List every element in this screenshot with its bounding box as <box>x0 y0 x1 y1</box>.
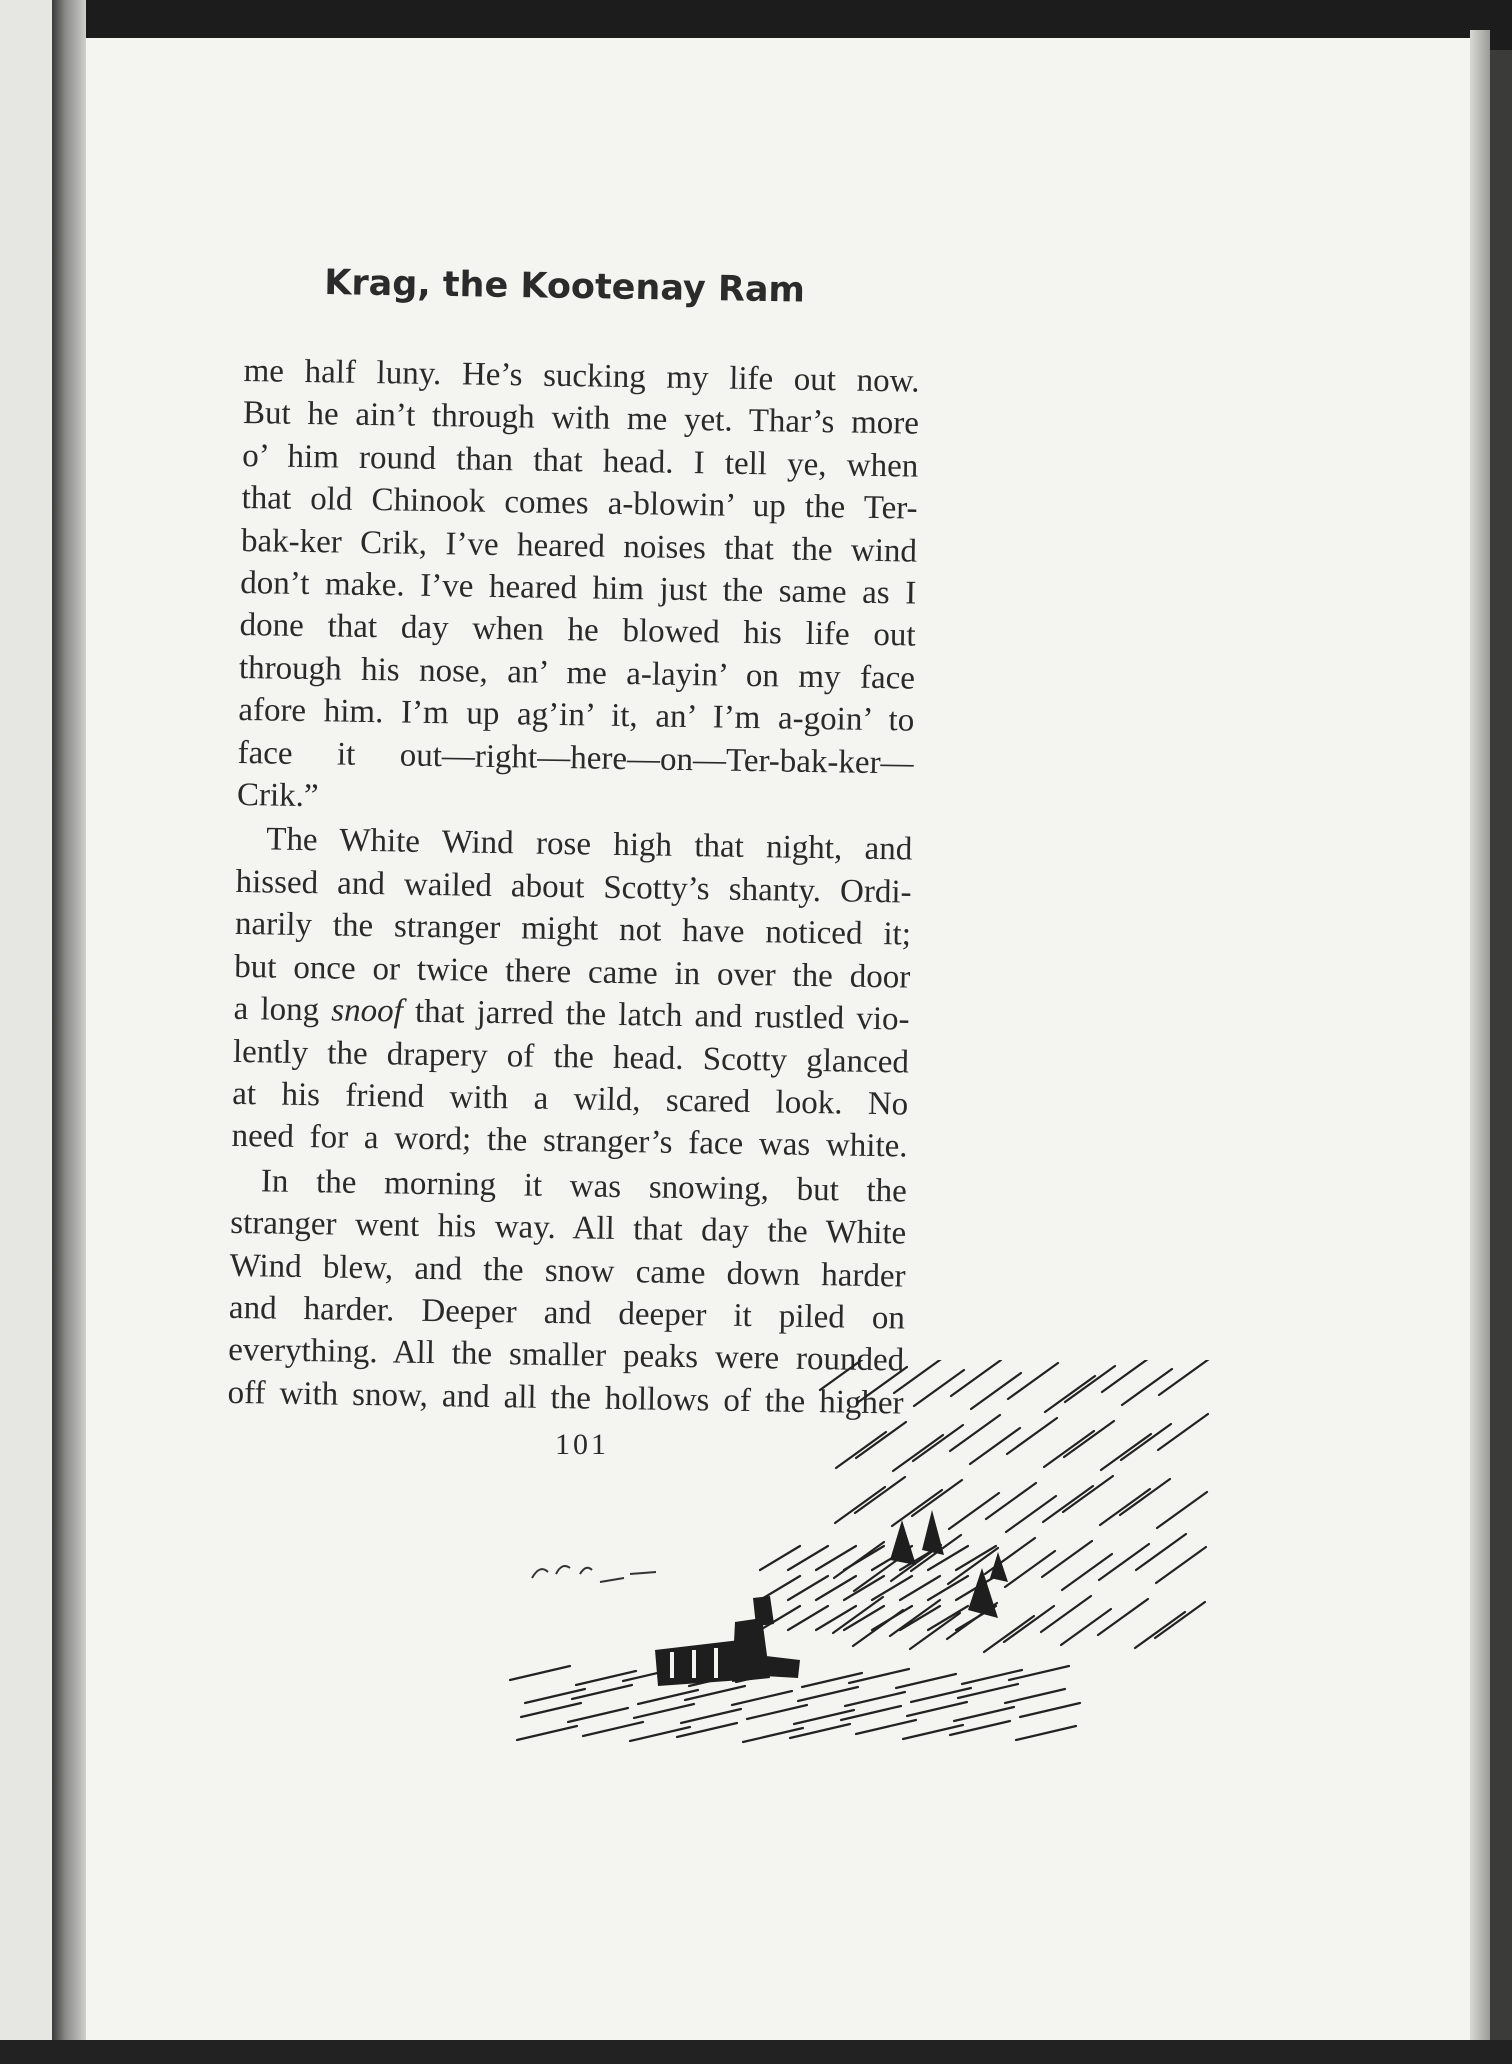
hatch-stroke <box>849 1669 909 1683</box>
hatch-stroke <box>890 1600 940 1636</box>
hatch-stroke <box>1101 1434 1151 1470</box>
hatch-stroke <box>525 1689 585 1703</box>
hatch-stroke <box>836 1432 886 1468</box>
hatch-stroke <box>1041 1596 1091 1632</box>
hatch-stroke <box>913 1425 963 1461</box>
hatch-stroke <box>1063 1476 1113 1512</box>
hatch-stroke <box>855 1477 905 1513</box>
hatch-stroke <box>1005 1689 1065 1703</box>
hatch-stroke <box>681 1709 741 1723</box>
text-line: need for a word; the stranger’s face was white. <box>231 1118 908 1165</box>
shanty-drawing <box>655 1596 800 1686</box>
hatch-stroke <box>911 1688 971 1702</box>
hatch-stroke <box>857 1367 907 1403</box>
hatch-stroke <box>572 1685 632 1699</box>
hatch-stroke <box>1008 1363 1058 1399</box>
shanty-snowstorm-illustration <box>470 1360 1250 1770</box>
text-line: afore him. I’m up ag’in’ it, an’ I’m a-goin’ to <box>238 692 915 739</box>
hatch-stroke <box>1100 1489 1150 1525</box>
text-line: bak-ker Crik, I’ve heared noises that the wind <box>240 522 918 570</box>
hatch-stroke <box>984 1616 1034 1652</box>
hatch-stroke <box>790 1724 850 1738</box>
hatch-stroke <box>634 1704 694 1718</box>
text-line: lently the drapery of the head. Scotty glanced <box>232 1033 910 1081</box>
text-line: but once or twice there came in over the door <box>234 948 911 996</box>
hatch-stroke <box>856 1720 916 1734</box>
text-line: In the morning it was snowing, but the <box>260 1163 908 1210</box>
text-line: don’t make. I’ve heared him just the same as I <box>240 565 917 612</box>
page-edge <box>1470 30 1490 2040</box>
hatch-stroke <box>912 1480 962 1516</box>
text-line: Wind blew, and the snow came down harder <box>229 1247 906 1295</box>
hatch-stroke <box>903 1725 963 1739</box>
hatch-stroke <box>896 1674 956 1688</box>
hatch-stroke <box>1006 1496 1056 1532</box>
hatch-stroke <box>907 1702 967 1716</box>
text-line: through his nose, an’ me a-layin’ on my face <box>238 649 916 697</box>
text-line: off with snow, and all the hollows of the higher <box>227 1374 904 1422</box>
hatch-stroke <box>1159 1360 1209 1395</box>
hatch-stroke <box>971 1373 1021 1409</box>
hatch-stroke <box>568 1708 628 1722</box>
hatch-stroke <box>1004 1606 1054 1642</box>
hatch-stroke <box>950 1721 1010 1735</box>
hatch-stroke <box>835 1487 885 1523</box>
page-number: 101 <box>555 1428 609 1461</box>
text-line: me half luny. He’s sucking my life out now. <box>243 352 920 400</box>
text-line: stranger went his way. All that day the White <box>230 1205 907 1252</box>
text-line: But he ain’t through with me yet. Thar’s more <box>242 395 920 443</box>
running-head: Krag, the Kootenay Ram <box>324 263 806 311</box>
hatch-stroke <box>1065 1366 1115 1402</box>
hatch-stroke <box>970 1428 1020 1464</box>
hatch-stroke <box>521 1703 581 1717</box>
text-line: done that day when he blowed his life out <box>239 607 916 655</box>
hatch-stroke <box>1120 1479 1170 1515</box>
book-gutter <box>52 0 86 2040</box>
hatch-stroke <box>1016 1726 1076 1740</box>
italic-word: snoof <box>331 992 404 1030</box>
hatch-stroke <box>894 1360 944 1393</box>
hatch-stroke <box>1098 1599 1148 1635</box>
facing-page-edge <box>0 0 52 2040</box>
hatch-stroke <box>747 1705 807 1719</box>
hatch-stroke <box>1005 1551 1055 1587</box>
hatch-stroke <box>1061 1609 1111 1645</box>
hatch-stroke <box>950 1415 1000 1451</box>
text-line: Crik.” <box>236 777 319 815</box>
hatch-stroke <box>1099 1544 1149 1580</box>
text-line: everything. All the smaller peaks were rounded <box>228 1332 905 1379</box>
text-line: The White Wind rose high that night, and <box>266 821 913 869</box>
hatch-stroke <box>856 1422 906 1458</box>
hatch-stroke <box>1122 1369 1172 1405</box>
text-line: face it out—right—here—on—Ter-bak-ker— <box>237 734 914 782</box>
hatch-stroke <box>985 1538 1035 1574</box>
hatch-stroke <box>1042 1541 1092 1577</box>
hatch-stroke <box>583 1722 643 1736</box>
hatch-stroke <box>1155 1602 1205 1638</box>
text-line: that old Chinook comes a-blowin’ up the Ter- <box>241 480 918 527</box>
hatch-stroke <box>958 1684 1018 1698</box>
hatch-stroke <box>1007 1418 1057 1454</box>
hatch-stroke <box>951 1360 1001 1396</box>
body-text <box>227 350 920 1425</box>
hatch-stroke <box>794 1710 854 1724</box>
hatch-stroke <box>576 1671 636 1685</box>
hatch-stroke <box>798 1687 858 1701</box>
hatch-stroke <box>914 1370 964 1406</box>
hatch-stroke <box>1020 1703 1080 1717</box>
hatch-stroke <box>845 1692 905 1706</box>
hatch-stroke <box>638 1690 698 1704</box>
wind-swirls <box>532 1566 656 1582</box>
hatch-stroke <box>962 1670 1022 1684</box>
text-line-with-italic: a long snoof that jarred the latch and rustled vio- <box>233 991 910 1038</box>
text-line: o’ him round than that head. I tell ye, when <box>242 437 919 485</box>
hatch-stroke <box>1121 1424 1171 1460</box>
hatch-stroke <box>630 1727 690 1741</box>
hatch-stroke <box>1045 1376 1095 1412</box>
hatch-stroke <box>1135 1612 1185 1648</box>
hatch-stroke <box>1043 1486 1093 1522</box>
hatch-stroke <box>1009 1666 1069 1680</box>
book-cover-edge <box>1490 50 1512 2064</box>
hatch-stroke <box>743 1728 803 1742</box>
hatch-stroke <box>820 1360 870 1390</box>
hatch-stroke <box>1158 1414 1208 1450</box>
hatch-stroke <box>1062 1554 1112 1590</box>
wind-hatching <box>510 1360 1209 1742</box>
hatch-stroke <box>677 1723 737 1737</box>
hatch-stroke <box>1156 1547 1206 1583</box>
hatch-stroke <box>517 1726 577 1740</box>
text-line: hissed and wailed about Scotty’s shanty. Ordi- <box>235 863 912 911</box>
hatch-stroke <box>802 1673 862 1687</box>
text-line: narily the stranger might not have noticed it; <box>234 906 912 953</box>
hatch-stroke <box>1044 1431 1094 1467</box>
hatch-stroke <box>949 1493 999 1529</box>
scan-border <box>0 2040 1512 2064</box>
hatch-stroke <box>1102 1360 1152 1392</box>
hatch-stroke <box>1064 1421 1114 1457</box>
hatch-stroke <box>986 1483 1036 1519</box>
hatch-stroke <box>1157 1492 1207 1528</box>
hatch-stroke <box>685 1686 745 1700</box>
hatch-stroke <box>893 1435 943 1471</box>
hatch-stroke <box>510 1666 570 1680</box>
text-line: and harder. Deeper and deeper it piled on <box>228 1289 906 1337</box>
hatch-stroke <box>732 1691 792 1705</box>
hatch-stroke <box>954 1707 1014 1721</box>
text-line: at his friend with a wild, scared look. No <box>232 1075 909 1123</box>
pine-trees <box>890 1510 1008 1618</box>
hatch-stroke <box>841 1706 901 1720</box>
hatch-stroke <box>1136 1534 1186 1570</box>
